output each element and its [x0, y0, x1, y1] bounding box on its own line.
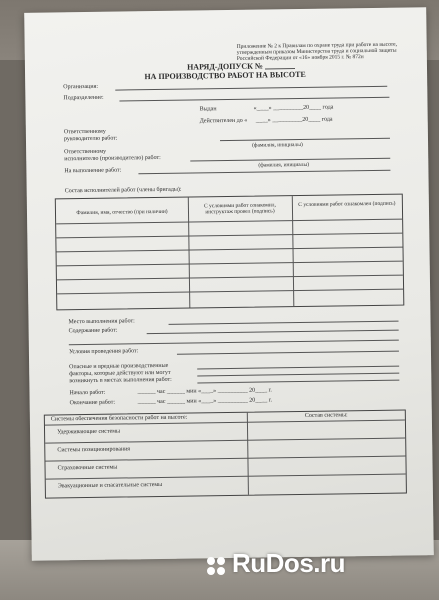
header-note-line-3: Российской Федерации от «16» ноября 2015 г. № 872н [236, 54, 364, 62]
rudos-logo-icon [203, 552, 229, 578]
systems-row-positioning: Системы позиционирования [57, 446, 131, 454]
team-table [55, 194, 405, 311]
hazards-line-1 [197, 366, 399, 370]
header-note-line-2: утвержденным приказом Министерства труда и социальной защиты [236, 47, 397, 56]
end-label: Окончание работ: [69, 399, 116, 407]
work-content-line [147, 330, 399, 335]
hazards-line-2 [197, 373, 399, 377]
executor-line [190, 158, 390, 162]
work-place-label: Место выполнения работ: [68, 318, 135, 326]
executor-label-2: исполнителю (производителю) работ: [64, 154, 161, 163]
perform-label: На выполнение работ: [64, 167, 122, 175]
perform-line [138, 170, 390, 175]
work-content-line-2 [69, 340, 399, 346]
safety-systems-table [44, 410, 407, 499]
valid-until-label: Действителен до « [199, 117, 248, 125]
title-line-2: НА ПРОИЗВОДСТВО РАБОТ НА ВЫСОТЕ [144, 69, 306, 82]
end-time: ______ час ______ мин «____» __________ 20____ г. [137, 397, 273, 406]
watermark-text: RuDos.ru [232, 548, 345, 578]
hazards-label-1: Опасные и вредные производственные [69, 362, 169, 371]
team-column-name: Фамилия, имя, отчество (при наличии) [76, 208, 168, 217]
valid-until-date: ____» __________20____ года [255, 116, 333, 124]
team-column-instructor: С условиями работ ознакомил, инструктаж провел (подпись) [203, 202, 276, 216]
systems-header-right: Состав системы: [304, 412, 348, 419]
work-place-line [169, 321, 399, 325]
systems-row-holding: Удерживающие системы [57, 428, 121, 436]
team-column-acknowledged: С условиями работ ознакомлен (подпись) [298, 200, 396, 209]
permit-document [24, 7, 434, 561]
conditions-label: Условия проведения работ: [68, 348, 139, 356]
hazards-line-3 [197, 380, 399, 384]
responsible-label-1: Ответственному [63, 128, 106, 136]
division-line [119, 97, 389, 102]
responsible-label-2: руководителю работ: [63, 135, 118, 143]
hazards-label-3: возникнуть в местах выполнения работ: [69, 376, 172, 385]
executor-hint: (фамилия, инициалы) [258, 161, 310, 169]
executor-label-1: Ответственному [64, 148, 107, 156]
conditions-line [177, 351, 399, 355]
start-time: ______ час ______ мин «____» __________ 20____ г. [137, 387, 272, 396]
systems-row-rescue: Эвакуационные и спасательные системы [57, 481, 163, 490]
responsible-hint: (фамилия, инициалы) [252, 141, 303, 149]
division-label: Подразделение: [63, 94, 104, 102]
responsible-line [220, 138, 390, 141]
start-label: Начало работ: [69, 389, 106, 397]
title-line-1: НАРЯД-ДОПУСК № [186, 61, 263, 72]
organization-label: Организация: [63, 83, 99, 91]
team-label: Состав исполнителей работ (члены бригады): [64, 186, 182, 195]
work-content-label: Содержание работ: [68, 327, 118, 335]
hazards-label-2: факторы, которые действуют или могут [69, 369, 171, 378]
systems-row-fall-arrest: Страховочные системы [57, 464, 118, 472]
header-note-line-1: Приложение № 2 к Правилам по охране труда при работе на высоте, [236, 41, 397, 50]
issued-date: «____» __________20____ года [253, 104, 334, 112]
systems-header-left: Системы обеспечения безопасности работ на высоте: [50, 414, 188, 423]
organization-line [115, 86, 387, 91]
issued-label: Выдан [199, 106, 217, 113]
